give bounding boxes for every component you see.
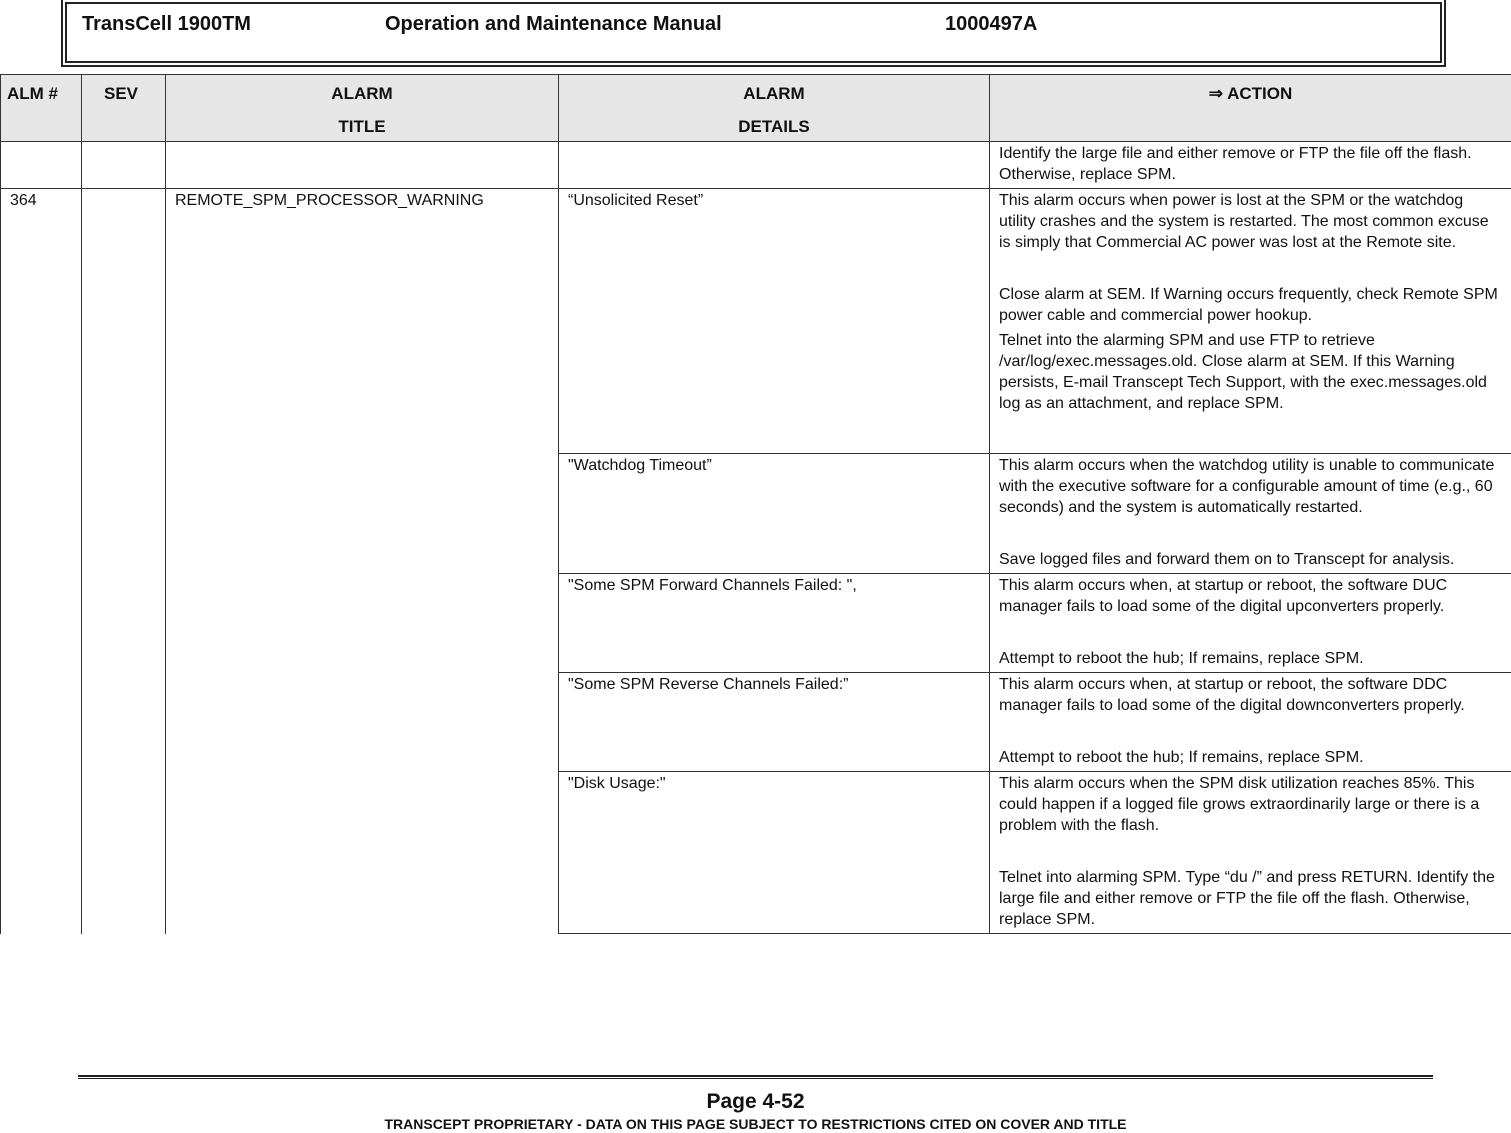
action-cell xyxy=(990,574,1511,673)
action-cell xyxy=(990,189,1511,454)
alarm-number: 364 xyxy=(1,189,82,934)
cell-empty xyxy=(1,142,82,189)
action-text: Identify the large file and either remove or FTP the file off the flash. Otherwise, replace SPM. xyxy=(999,145,1472,183)
alarm-table xyxy=(0,74,1511,934)
proprietary-notice: TRANSCEPT PROPRIETARY - DATA ON THIS PAGE SUBJECT TO RESTRICTIONS CITED ON COVER AND TITLE xyxy=(384,1116,1127,1132)
table-row xyxy=(1,142,1511,189)
manual-title: Operation and Maintenance Manual xyxy=(385,13,722,35)
alarm-details: "Watchdog Timeout” xyxy=(559,454,990,574)
col-header-alarm-details: ALARM DETAILS xyxy=(559,75,990,142)
product-name: TransCell 1900TM xyxy=(82,13,251,35)
action-text: Close alarm at SEM. If Warning occurs frequently, check Remote SPM power cable and commercial power hookup. xyxy=(999,286,1498,324)
alarm-details: “Unsolicited Reset” xyxy=(559,189,990,454)
action-text: This alarm occurs when, at startup or reboot, the software DDC manager fails to load some of the digital downconverters properly. xyxy=(999,676,1465,714)
document-number: 1000497A xyxy=(945,13,1038,35)
action-cell xyxy=(990,673,1511,772)
alarm-details: "Disk Usage:" xyxy=(559,772,990,934)
cell-empty xyxy=(559,142,990,189)
footer-divider xyxy=(78,1075,1433,1079)
action-text: Telnet into the alarming SPM and use FTP to retrieve /var/log/exec.messages.old. Close alarm at SEM. If this Warning persists, E-mail Transcept Tech Support, with the exec.messages.old log as an attachment, and replace SPM. xyxy=(999,332,1487,412)
page-number: Page 4-52 xyxy=(706,1090,805,1113)
action-text: This alarm occurs when power is lost at the SPM or the watchdog utility crashes and the system is restarted. The most common excuse is simply that Commercial AC power was lost at the Remote site. xyxy=(999,192,1489,251)
alarm-details: "Some SPM Forward Channels Failed: ", xyxy=(559,574,990,673)
alarm-details: "Some SPM Reverse Channels Failed:” xyxy=(559,673,990,772)
table-row xyxy=(1,189,1511,454)
action-cell xyxy=(990,454,1511,574)
action-text: Attempt to reboot the hub; If remains, replace SPM. xyxy=(999,749,1364,766)
action-text: This alarm occurs when, at startup or reboot, the software DUC manager fails to load some of the digital upconverters properly. xyxy=(999,577,1448,615)
alarm-title: REMOTE_SPM_PROCESSOR_WARNING xyxy=(166,189,559,934)
col-header-action: ⇒ ACTION xyxy=(990,75,1511,142)
col-header-alarm-title: ALARM TITLE xyxy=(166,75,559,142)
action-text: This alarm occurs when the watchdog utility is unable to communicate with the executive software for a configurable amount of time (e.g., 60 seconds) and the system is automatically restarted. xyxy=(999,457,1495,516)
action-text: Attempt to reboot the hub; If remains, replace SPM. xyxy=(999,650,1364,667)
action-cell xyxy=(990,142,1511,189)
alarm-severity xyxy=(82,189,166,934)
action-text: This alarm occurs when the SPM disk utilization reaches 85%. This could happen if a logged file grows extraordinarily large or there is a problem with the flash. xyxy=(999,775,1480,834)
action-text: Save logged files and forward them on to Transcept for analysis. xyxy=(999,551,1455,568)
col-header-sev: SEV xyxy=(82,75,166,142)
action-cell xyxy=(990,772,1511,934)
page-header xyxy=(65,2,1442,63)
action-text: Telnet into alarming SPM. Type “du /” and press RETURN. Identify the large file and either remove or FTP the file off the flash. Otherwise, replace SPM. xyxy=(999,869,1495,928)
table-header-row xyxy=(1,75,1511,142)
col-header-alm: ALM # xyxy=(1,75,82,142)
cell-empty xyxy=(82,142,166,189)
cell-empty xyxy=(166,142,559,189)
